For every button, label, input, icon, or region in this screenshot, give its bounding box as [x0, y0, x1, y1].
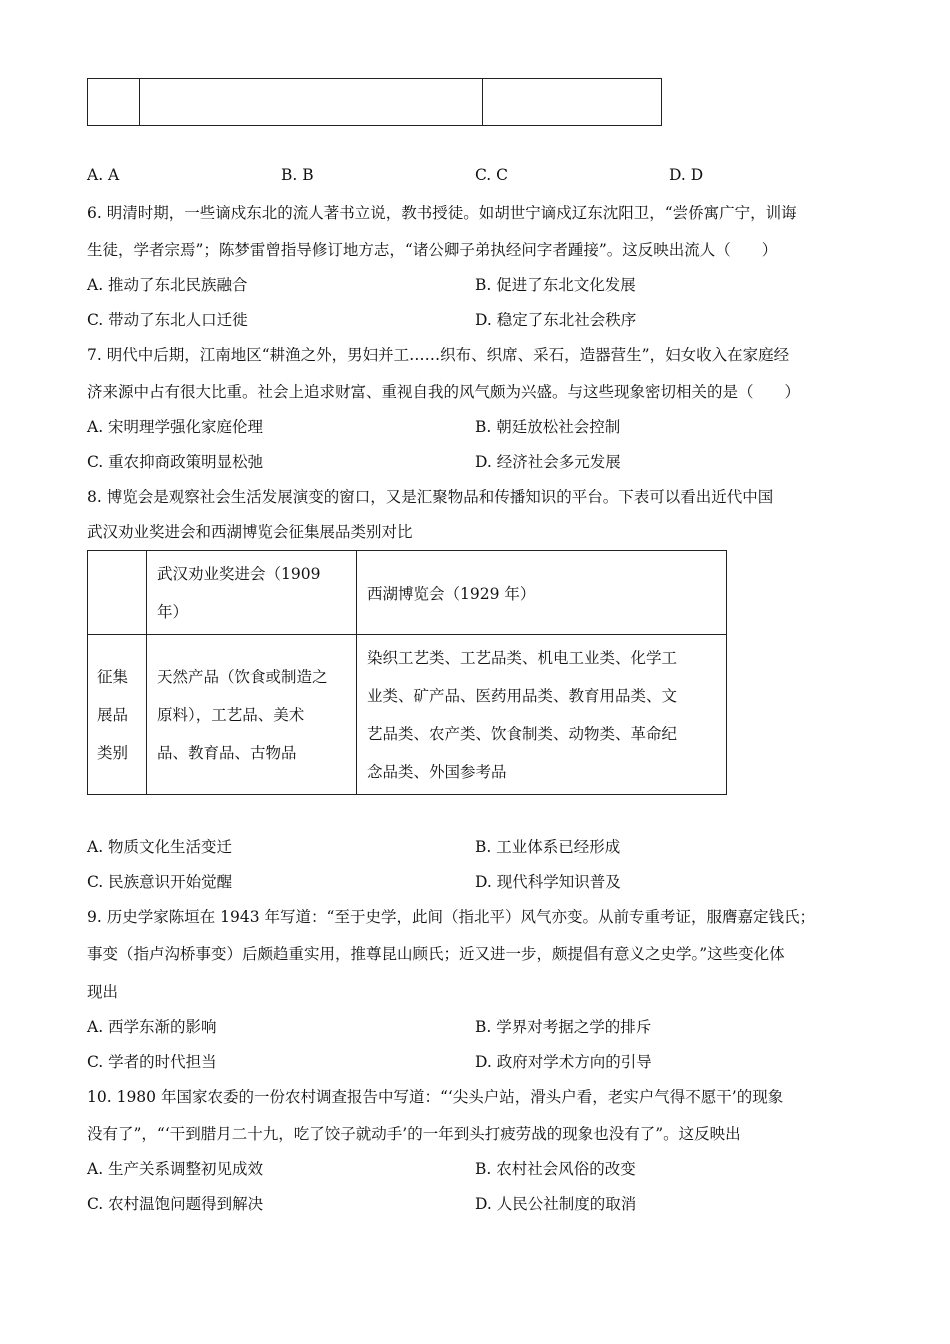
- q7-stem-line-2: 济来源中占有很大比重。社会上追求财富、重视自我的风气颇为兴盛。与这些现象密切相关的是（ ）: [87, 383, 801, 401]
- q6-stem-line-2: 生徒，学者宗焉”；陈梦雷曾指导修订地方志，“诸公卿子弟执经问字者踵接”。这反映出流人（ ）: [87, 241, 778, 259]
- q8-option-c: C. 民族意识开始觉醒: [87, 873, 233, 891]
- top-option-d: D. D: [669, 166, 704, 184]
- q8-xihu-categories-line-4: 念品类、外国参考品: [367, 762, 507, 781]
- q8-table-xihu-categories: [357, 635, 727, 795]
- q7-option-c: C. 重农抑商政策明显松弛: [87, 453, 264, 471]
- q10-option-a: A. 生产关系调整初见成效: [87, 1160, 264, 1178]
- q8-wuhan-categories-line-1: 天然产品（饮食或制造之: [157, 667, 328, 686]
- q10-stem-line-1: 10. 1980 年国家农委的一份农村调查报告中写道：“‘尖头户站，滑头户看，老实户气得不愿干’的现象: [87, 1088, 784, 1106]
- q8-table-corner-cell: [88, 551, 147, 635]
- q8-xihu-categories-line-1: 染织工艺类、工艺品类、机电工业类、化学工: [367, 648, 678, 667]
- top-option-a: A. A: [87, 166, 120, 184]
- q10-option-b: B. 农村社会风俗的改变: [475, 1160, 636, 1178]
- q9-stem-line-1: 9. 历史学家陈垣在 1943 年写道：“至于史学，此间（指北平）风气亦变。从前专重考证，服膺嘉定钱氏；: [87, 908, 815, 926]
- q6-option-c: C. 带动了东北人口迁徙: [87, 311, 248, 329]
- q8-xihu-categories-line-3: 艺品类、农产类、饮食制类、动物类、革命纪: [367, 724, 678, 743]
- q8-row-label-line-2: 展品: [97, 705, 129, 724]
- q8-header-wuhan-line-2: 年）: [157, 602, 189, 621]
- q6-option-a: A. 推动了东北民族融合: [87, 276, 248, 294]
- q8-table-header-xihu: [357, 551, 727, 635]
- top-table-cell-1: [88, 79, 140, 126]
- q9-option-c: C. 学者的时代担当: [87, 1053, 217, 1071]
- q8-stem-line-1: 8. 博览会是观察社会生活发展演变的窗口，又是汇聚物品和传播知识的平台。下表可以看出近代中国: [87, 488, 774, 506]
- q8-table-row-label: [88, 635, 147, 795]
- q7-option-d: D. 经济社会多元发展: [475, 453, 621, 471]
- q10-option-c: C. 农村温饱问题得到解决: [87, 1195, 264, 1213]
- top-table-fragment: [87, 78, 662, 126]
- q6-stem-line-1: 6. 明清时期，一些谪戍东北的流人著书立说，教书授徒。如胡世宁谪戍辽东沈阳卫，“尝侨寓广宁，训诲: [87, 204, 797, 222]
- q9-option-b: B. 学界对考据之学的排斥: [475, 1018, 652, 1036]
- q8-table-header-wuhan: [147, 551, 357, 635]
- top-option-c: C. C: [475, 166, 509, 184]
- top-option-b: B. B: [281, 166, 314, 184]
- q7-stem-line-1: 7. 明代中后期，江南地区“耕渔之外，男妇并工……织布、织席、采石，造器营生”，妇女收入在家庭经: [87, 346, 790, 364]
- top-table-cell-2: [140, 79, 483, 126]
- q8-row-label-line-3: 类别: [97, 743, 129, 762]
- q8-exhibition-table: [87, 550, 727, 795]
- q10-option-d: D. 人民公社制度的取消: [475, 1195, 637, 1213]
- q9-stem-line-2: 事变（指卢沟桥事变）后颇趋重实用，推尊昆山顾氏；近又进一步，颇提倡有意义之史学。”这些变化体: [87, 945, 785, 963]
- q8-wuhan-categories-line-2: 原料），工艺品、美术: [157, 705, 305, 724]
- q8-header-wuhan-line-1: 武汉劝业奖进会（1909: [157, 564, 321, 583]
- q9-stem-line-3: 现出: [87, 983, 119, 1001]
- q6-option-d: D. 稳定了东北社会秩序: [475, 311, 637, 329]
- q10-stem-line-2: 没有了”，“‘干到腊月二十九，吃了饺子就动手’的一年到头打疲劳战的现象也没有了”。这反映出: [87, 1125, 741, 1143]
- q7-option-a: A. 宋明理学强化家庭伦理: [87, 418, 264, 436]
- q8-stem-line-2: 武汉劝业奖进会和西湖博览会征集展品类别对比: [87, 523, 413, 541]
- q8-xihu-categories-line-2: 业类、矿产品、医药用品类、教育用品类、文: [367, 686, 678, 705]
- q8-option-d: D. 现代科学知识普及: [475, 873, 621, 891]
- q9-option-a: A. 西学东渐的影响: [87, 1018, 217, 1036]
- q8-row-label-line-1: 征集: [97, 667, 129, 686]
- q8-header-xihu-text: 西湖博览会（1929 年）: [367, 584, 536, 603]
- q9-option-d: D. 政府对学术方向的引导: [475, 1053, 652, 1071]
- q6-option-b: B. 促进了东北文化发展: [475, 276, 636, 294]
- q7-option-b: B. 朝廷放松社会控制: [475, 418, 621, 436]
- q8-table-wuhan-categories: [147, 635, 357, 795]
- q8-option-a: A. 物质文化生活变迁: [87, 838, 233, 856]
- top-table-cell-3: [483, 79, 662, 126]
- q8-option-b: B. 工业体系已经形成: [475, 838, 621, 856]
- q8-wuhan-categories-line-3: 品、教育品、古物品: [157, 743, 297, 762]
